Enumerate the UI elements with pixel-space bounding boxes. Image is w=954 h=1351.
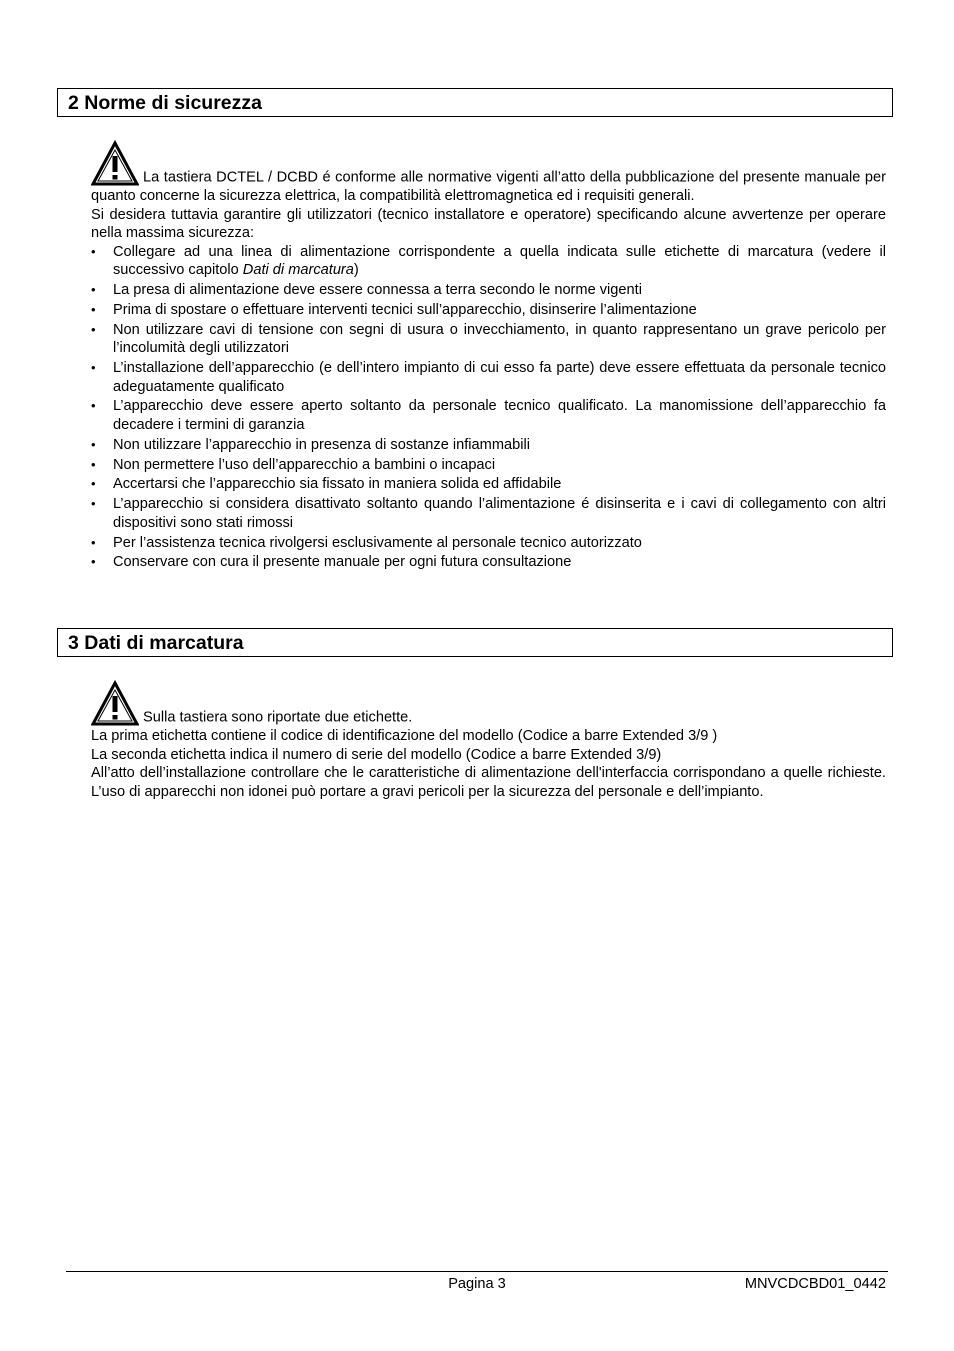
section-3-line-1-text: Sulla tastiera sono riportate due etichette. — [143, 709, 413, 726]
section-2-title: 2 Norme di sicurezza — [68, 92, 262, 114]
list-item: • Per l’assistenza tecnica rivolgersi esclusivamente al personale tecnico autorizzato — [91, 534, 886, 553]
section-3-header — [57, 628, 893, 657]
section-2-header — [57, 88, 893, 117]
list-item-text-end: ) — [353, 262, 359, 279]
section-3-line-3: La seconda etichetta indica il numero di serie del modello (Codice a barre Extended 3/9) — [91, 746, 662, 763]
chapter-reference: Dati di marcatura — [242, 262, 354, 279]
section-2-content — [91, 140, 886, 573]
list-item: • Non utilizzare l’apparecchio in presenza di sostanze infiammabili — [91, 436, 886, 455]
safety-list — [91, 243, 886, 572]
section-3-line-1 — [91, 680, 886, 727]
list-item: • Conservare con cura il presente manuale per ogni futura consultazione — [91, 553, 886, 572]
list-item: • Prima di spostare o effettuare interventi tecnici sull’apparecchio, disinserire l’alimentazione — [91, 301, 886, 320]
list-item: • L’apparecchio si considera disattivato soltanto quando l’alimentazione é disinserita e i cavi di collegamento con altri dispositivi sono stati rimossi — [91, 495, 886, 532]
section-2-intro-text: La tastiera DCTEL / DCBD é conforme alle normative vigenti all’atto della pubblicazione del presente manuale per quanto concerne la sicurezza elettrica, la compatibilità elettromagnetica ed i requisiti generali. — [91, 169, 886, 204]
list-item: • Accertarsi che l’apparecchio sia fissato in maniera solida ed affidabile — [91, 475, 886, 494]
section-2-intro — [91, 140, 886, 206]
list-item: • Non utilizzare cavi di tensione con segni di usura o invecchiamento, in quanto rappresentano un grave pericolo per l’incolumità degli utilizzatori — [91, 321, 886, 358]
section-2-intro-2: Si desidera tuttavia garantire gli utilizzatori (tecnico installatore e operatore) specificando alcune avvertenze per operare nella massima sicurezza: — [91, 206, 886, 242]
section-3-line-4: All’atto dell’installazione controllare che le caratteristiche di alimentazione dell'interfaccia corrispondano a quelle richieste. L’uso di apparecchi non idonei può portare a gravi pericoli per la sicurezza del personale e dell’impianto. — [91, 765, 886, 800]
section-3-title: 3 Dati di marcatura — [68, 632, 244, 654]
page-number: Pagina 3 — [448, 1276, 506, 1292]
section-3-content — [91, 680, 886, 801]
list-item-text: Collegare ad una linea di alimentazione corrispondente a quella indicata sulle etichette di marcatura (vedere il successivo capitolo — [113, 243, 886, 279]
warning-triangle-icon — [91, 140, 139, 186]
list-item: • L’installazione dell’apparecchio (e dell’intero impianto di cui esso fa parte) deve essere effettuata da personale tecnico adeguatamente qualificato — [91, 359, 886, 396]
list-item — [91, 243, 886, 280]
document-code: MNVCDCBD01_0442 — [744, 1276, 886, 1292]
list-item: • Non permettere l’uso dell’apparecchio a bambini o incapaci — [91, 456, 886, 475]
list-item: • La presa di alimentazione deve essere connessa a terra secondo le norme vigenti — [91, 281, 886, 300]
warning-triangle-icon — [91, 680, 139, 726]
footer-divider — [66, 1271, 888, 1272]
list-item: • L’apparecchio deve essere aperto soltanto da personale tecnico qualificato. La manomissione dell’apparecchio fa decadere i termini di garanzia — [91, 397, 886, 434]
section-3-line-2: La prima etichetta contiene il codice di identificazione del modello (Codice a barre Extended 3/9 ) — [91, 728, 718, 744]
